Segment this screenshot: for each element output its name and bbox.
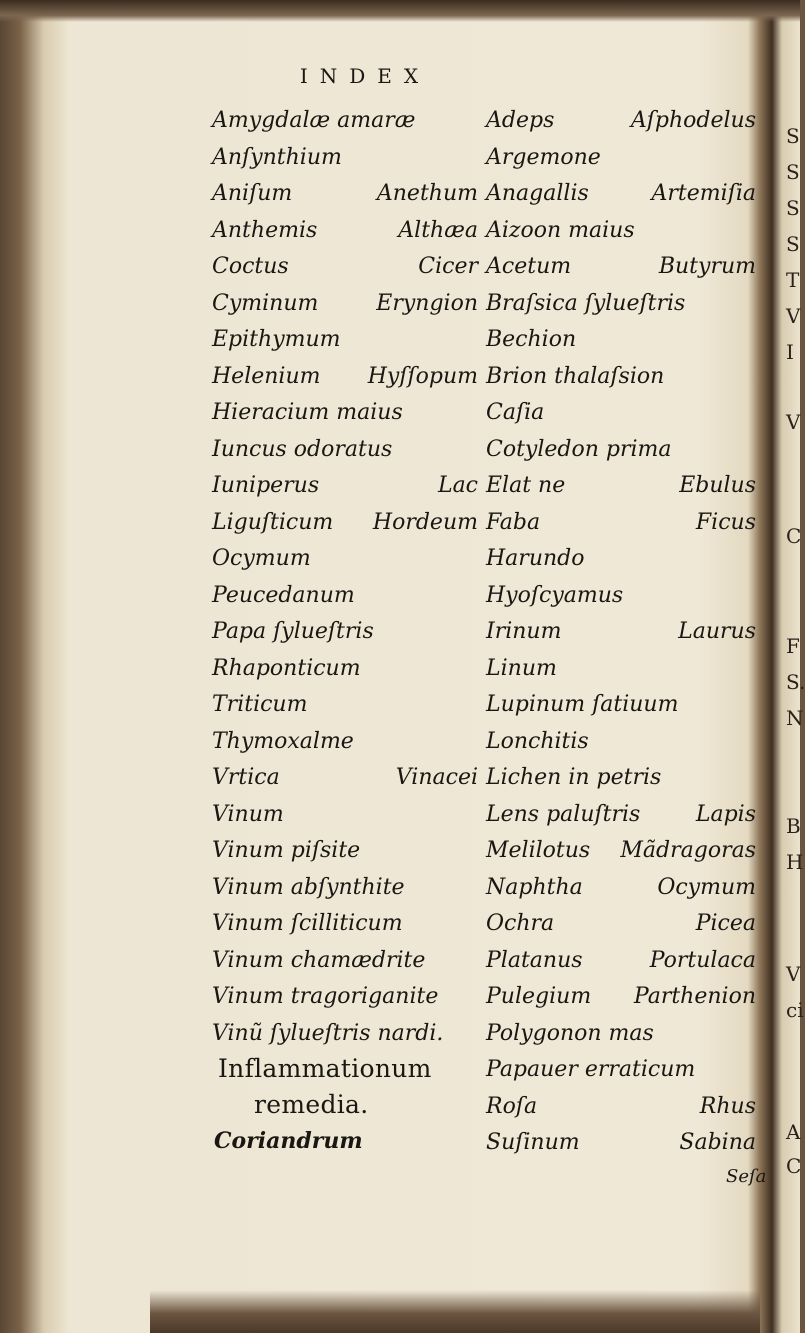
margin-letter: S [786,124,800,148]
margin-letter: S. [786,670,805,694]
page-top-shadow [0,0,800,22]
right-entry: Hyoſcyamus [486,582,624,608]
right-entry: Suſinum [486,1130,580,1155]
margin-letter: V [786,410,801,434]
right-entry: Harundo [486,546,585,571]
left-entry: Anſynthium [212,144,342,170]
left-entry: Vinum piſsite [212,838,361,863]
left-entry: Hieracium maius [212,400,403,425]
left-entry: Vinũ ſylueſtris nardi. [212,1020,444,1046]
right-entry-second: Butyrum [658,254,756,279]
left-entry-second: Anethum [376,181,478,206]
right-entry: Pulegium [486,984,592,1009]
left-entry: Helenium [212,363,321,389]
right-entry: Polygonon mas [486,1020,654,1046]
left-entry: Aniſum [212,181,293,206]
right-entry: Lens paluſtris [486,801,641,827]
right-entry: Aizoon maius [486,217,635,243]
right-entry-second: Ebulus [679,473,756,498]
margin-letter: I [786,340,794,364]
right-entry-second: Ocymum [657,874,756,900]
left-entry-second: Cicer [418,254,478,279]
right-entry: Papauer erraticum [486,1057,696,1082]
right-entry: Melilotus [486,838,591,863]
margin-letter: V [786,962,801,986]
margin-letter: S [786,160,800,184]
right-entry: Roſa [486,1093,538,1119]
right-entry: Acetum [486,254,572,279]
catchword: Seſa [726,1166,767,1187]
right-entry: Lonchitis [486,728,589,754]
right-entry-second: Ficus [695,509,756,535]
right-entry-second: Rhus [699,1093,756,1119]
right-entry: Naphtha [486,874,583,900]
right-entry: Lupinum ſatiuum [486,692,679,717]
left-entry: Triticum [212,692,308,717]
last-left-entry: Coriandrum [214,1128,363,1154]
left-entry: Vrtica [212,765,280,790]
right-entry-second: Mãdragoras [620,838,756,863]
right-entry: Linum [486,655,557,681]
right-entry-second: Lapis [695,801,756,827]
margin-letter: A [786,1120,801,1144]
right-entry: Caſia [486,400,545,425]
right-entry-second: Sabina [679,1130,756,1155]
right-entry: Brion thalaſsion [486,363,665,389]
margin-letter: V [786,304,801,328]
left-entry-second: Hyſſopum [367,363,478,389]
right-entry: Anagallis [486,181,589,206]
left-entry: Coctus [212,254,289,279]
left-entry-second: Vinacei [395,765,478,790]
left-entry: Cyminum [212,290,319,316]
left-entry: Iuniperus [212,473,320,498]
right-entry: Adeps [486,108,555,133]
left-entry: Vinum abſynthite [212,874,405,900]
left-entry: Vinum ſcilliticum [212,911,403,936]
right-entry: Platanus [486,947,583,973]
left-entry: Vinum tragoriganite [212,984,439,1009]
right-entry: Ochra [486,911,555,936]
right-entry-second: Aſphodelus [630,108,756,133]
left-entry-second: Althæa [398,217,478,243]
left-entry: Liguſticum [212,509,334,535]
right-entry-second: Parthenion [633,984,756,1009]
section-heading-line1: Inflammationum [218,1054,432,1083]
right-entry: Faba [486,509,541,535]
right-entry-second: Portulaca [649,947,756,973]
right-entry: Elat ne [486,473,566,498]
margin-letter: S [786,232,800,256]
section-heading-line2: remedia. [254,1090,369,1119]
margin-letter: S [786,196,800,220]
page-bottom-stain [150,1290,760,1333]
margin-letter: N [786,706,804,730]
left-entry: Peucedanum [212,582,355,608]
left-entry: Thymoxalme [212,728,354,754]
right-entry-second: Picea [695,911,756,936]
left-entry: Ocymum [212,546,311,571]
margin-letter: T [786,268,800,292]
margin-letter: C [786,1154,802,1178]
left-entry: Vinum chamædrite [212,947,426,973]
margin-letter: C [786,524,802,548]
left-entry: Epithymum [212,327,341,352]
right-entry: Bechion [486,327,577,352]
right-entry: Braſsica ſylueſtris [486,290,686,316]
page-header [0,64,800,88]
right-entry: Lichen in petris [486,765,662,790]
right-entry: Cotyledon prima [486,436,672,462]
page-title: INDEX [299,64,431,88]
right-entry: Irinum [486,619,562,644]
left-entry: Vinum [212,801,284,827]
margin-letter: H [786,850,804,874]
left-entry: Papa ſylueſtris [212,619,374,644]
left-entry: Rhaponticum [212,655,361,681]
right-entry: Argemone [486,144,601,170]
margin-letter: F [786,634,800,658]
margin-letter: ci [786,998,804,1022]
left-entry: Amygdalæ amaræ [212,108,416,133]
right-entry-second: Laurus [678,619,756,644]
left-entry: Iuncus odoratus [212,436,393,462]
left-entry-second: Eryngion [376,290,478,316]
left-entry-second: Lac [437,473,478,498]
left-entry-second: Hordeum [372,509,478,535]
left-entry: Anthemis [212,217,318,243]
right-entry-second: Artemiſia [651,181,756,206]
margin-letter: B [786,814,801,838]
